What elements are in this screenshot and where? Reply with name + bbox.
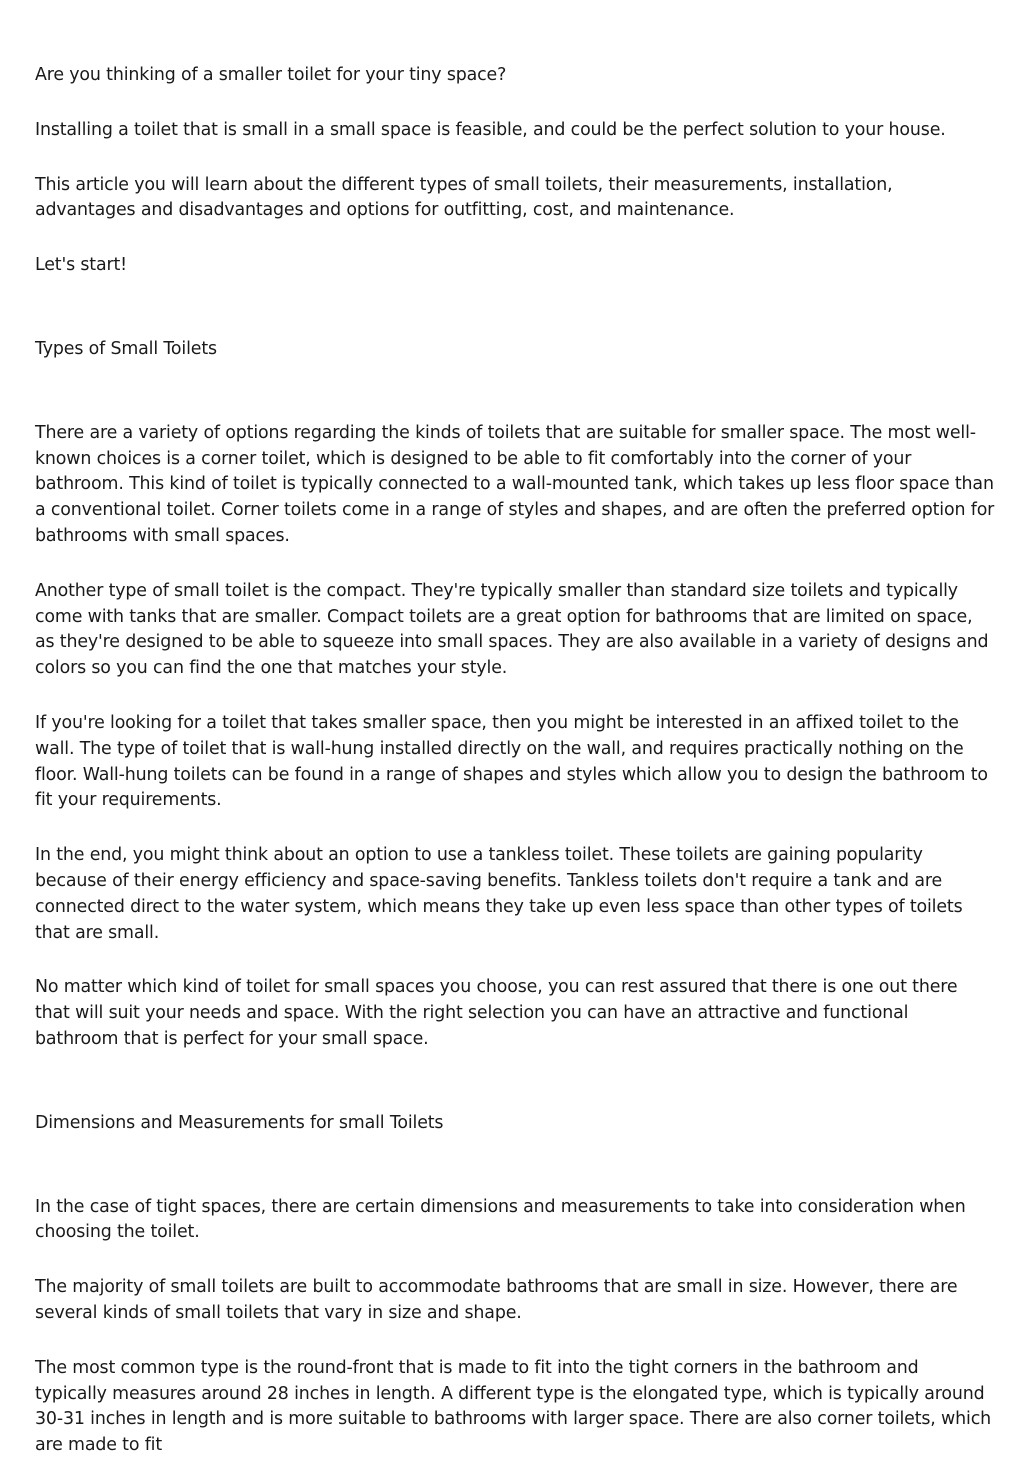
intro-start: Let's start! bbox=[35, 255, 127, 276]
intro-feasible: Installing a toilet that is small in a small space is feasible, and could be the perfect solution to your house. bbox=[35, 119, 946, 140]
article-body bbox=[35, 63, 995, 1459]
intro-question: Are you thinking of a smaller toilet for your tiny space? bbox=[35, 65, 507, 85]
types-paragraph-tankless: In the end, you might think about an option to use a tankless toilet. These toilets are gaining popularity because of their energy efficiency and space-saving benefits. Tankless toilets don't require a tank and are connected direct to the water system, which means they take up even less space than other types of toilets that are small. bbox=[35, 845, 963, 943]
types-paragraph-wall-hung: If you're looking for a toilet that takes smaller space, then you might be interested in an affixed toilet to the wall. The type of toilet that is wall-hung installed directly on the wall, and requires practically nothing on the floor. Wall-hung toilets can be found in a range of shapes and styles which allow you to design the bathroom to fit your requirements. bbox=[35, 712, 988, 811]
section-heading-dimensions: Dimensions and Measurements for small Toilets bbox=[35, 1112, 444, 1133]
dimensions-paragraph-intro: In the case of tight spaces, there are certain dimensions and measurements to take into consideration when choosing the toilet. bbox=[35, 1196, 966, 1243]
section-heading-types: Types of Small Toilets bbox=[35, 338, 217, 359]
intro-overview: This article you will learn about the different types of small toilets, their measurements, installation, advantages and disadvantages and options for outfitting, cost, and maintenance. bbox=[35, 174, 893, 221]
dimensions-paragraph-majority: The majority of small toilets are built to accommodate bathrooms that are small in size. However, there are several kinds of small toilets that vary in size and shape. bbox=[35, 1277, 958, 1323]
types-paragraph-compact: Another type of small toilet is the compact. They're typically smaller than standard size toilets and typically come with tanks that are smaller. Compact toilets are a great option for bathrooms that are limited on space, as they're designed to be able to squeeze into small spaces. They are also available in a variety of designs and colors so you can find the one that matches your style. bbox=[35, 580, 989, 679]
types-paragraph-conclusion: No matter which kind of toilet for small spaces you choose, you can rest assured that there is one out there that will suit your needs and space. With the right selection you can have an attractive and functional bathroom that is perfect for your small space. bbox=[35, 977, 958, 1049]
types-paragraph-corner: There are a variety of options regarding the kinds of toilets that are suitable for smaller space. The most well-known choices is a corner toilet, which is designed to be able to fit comfortably into the corner of your bathroom. This kind of toilet is typically connected to a wall-mounted tank, which takes up less floor space than a conventional toilet. Corner toilets come in a range of styles and shapes, and are often the preferred option for bathrooms with small spaces. bbox=[35, 422, 995, 546]
dimensions-paragraph-types: The most common type is the round-front that is made to fit into the tight corners in the bathroom and typically measures around 28 inches in length. A different type is the elongated type, which is typically around 30-31 inches in length and is more suitable to bathrooms with larger space. There are also corner toilets, which are made to fit bbox=[35, 1357, 991, 1456]
